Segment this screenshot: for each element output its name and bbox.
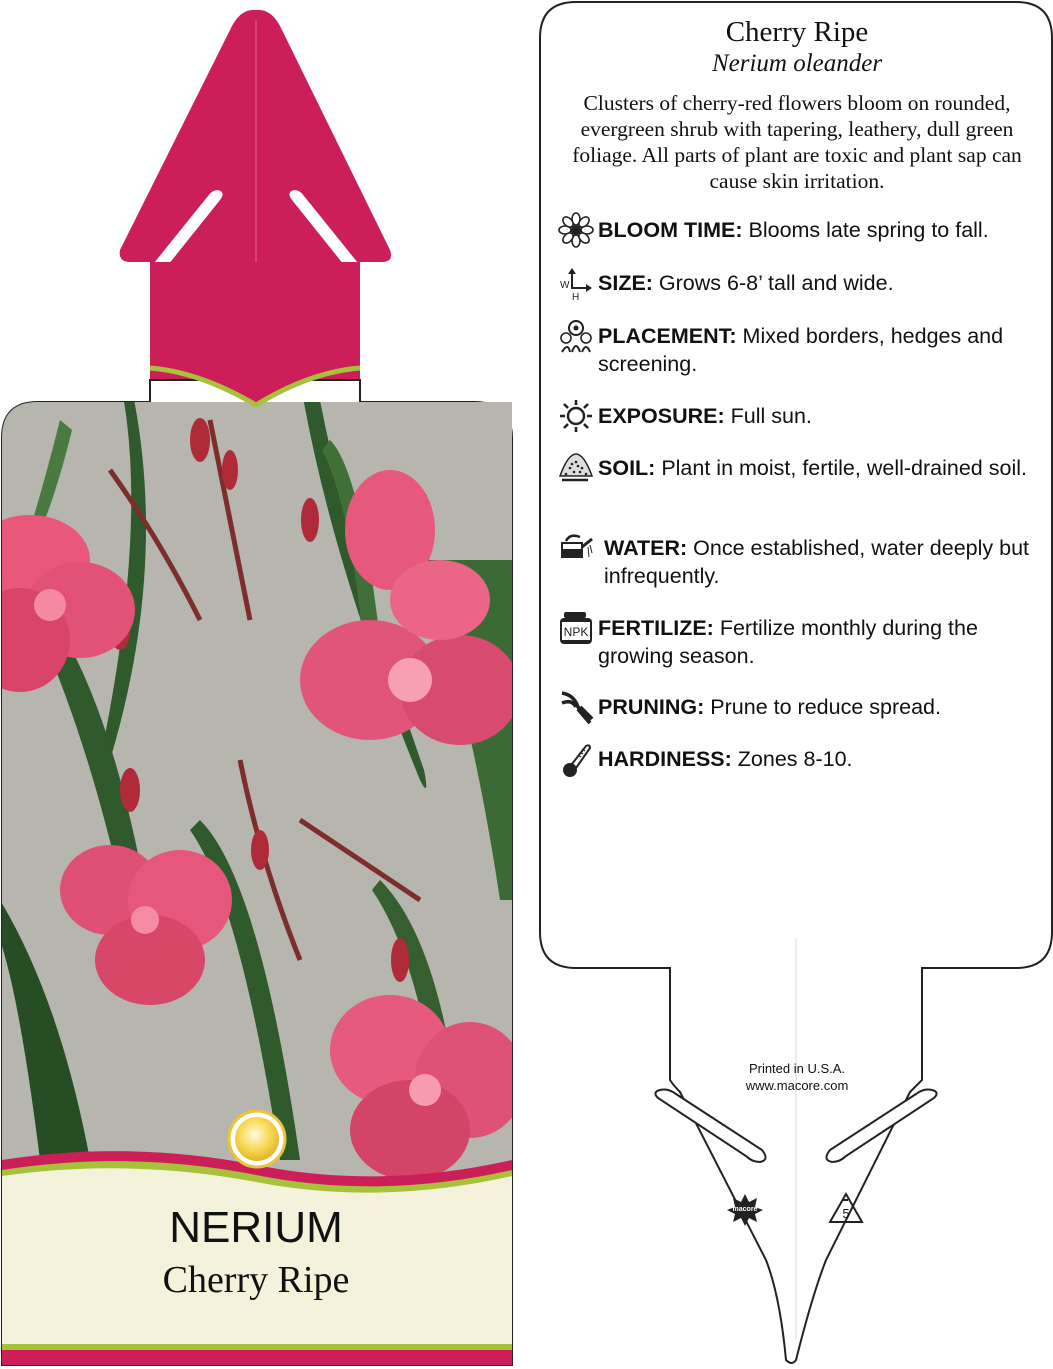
attr-size: [598, 269, 1038, 297]
printed-line: Printed in U.S.A.: [748, 1061, 846, 1076]
attr-label: BLOOM TIME:: [598, 218, 743, 242]
website-line: www.macore.com: [745, 1078, 849, 1093]
sun-icon: [558, 398, 594, 434]
attr-exposure: [598, 402, 1038, 430]
svg-text:H: H: [572, 292, 580, 302]
plant-title: Cherry Ripe: [725, 16, 869, 48]
attr-text: Once established, water deeply but infrequently.: [604, 536, 1030, 588]
front-variety-name: Cherry Ripe: [162, 1259, 350, 1301]
attr-text: Blooms late spring to fall.: [742, 218, 989, 242]
attr-text: Plant in moist, fertile, well-drained soil.: [655, 456, 1027, 480]
attr-text: Fertilize monthly during the growing season.: [598, 616, 978, 668]
plants-icon: [558, 318, 594, 354]
attr-soil: [598, 454, 1038, 482]
attr-label: WATER:: [604, 536, 688, 560]
flower-icon: [558, 212, 594, 248]
size-arrows-icon: [558, 266, 594, 302]
fertilizer-icon: [558, 610, 594, 646]
attr-label: EXPOSURE:: [598, 404, 725, 428]
attr-label: PRUNING:: [598, 695, 705, 719]
plant-description: Clusters of cherry-red flowers bloom on rounded, evergreen shrub with tapering, leathery, dull green foliage. All parts of plant are toxic and plant sap can cause skin irritation.: [572, 91, 1022, 193]
attr-pruning: [598, 693, 1038, 721]
attr-hardiness: [598, 745, 1038, 773]
attr-text: Mixed borders, hedges and screening.: [598, 324, 1004, 376]
front-genus-name: NERIUM: [169, 1203, 343, 1252]
attr-text: Prune to reduce spread.: [704, 695, 941, 719]
attr-label: FERTILIZE:: [598, 616, 714, 640]
watering-can-icon: [558, 531, 594, 567]
attr-water: [604, 534, 1038, 590]
scientific-name: Nerium oleander: [711, 50, 883, 77]
attr-bloom-time: [598, 216, 1038, 244]
attr-label: HARDINESS:: [598, 747, 732, 771]
thermometer-icon: [558, 742, 594, 778]
attr-label: SOIL:: [598, 456, 656, 480]
attr-text: Full sun.: [724, 404, 812, 428]
printed-in-usa: [690, 1060, 904, 1094]
recycle-number: 5: [842, 1206, 850, 1221]
svg-text:NPK: NPK: [563, 625, 589, 639]
pruners-icon: [558, 689, 594, 725]
svg-text:W: W: [560, 280, 570, 291]
macore-logo-text: macore: [732, 1206, 758, 1213]
attr-placement: [598, 322, 1038, 378]
soil-icon: [558, 450, 594, 486]
attr-text: Zones 8-10.: [731, 747, 853, 771]
attr-fertilize: [598, 614, 1038, 670]
attr-label: PLACEMENT:: [598, 324, 737, 348]
attr-label: SIZE:: [598, 271, 653, 295]
attr-text: Grows 6-8’ tall and wide.: [652, 271, 894, 295]
